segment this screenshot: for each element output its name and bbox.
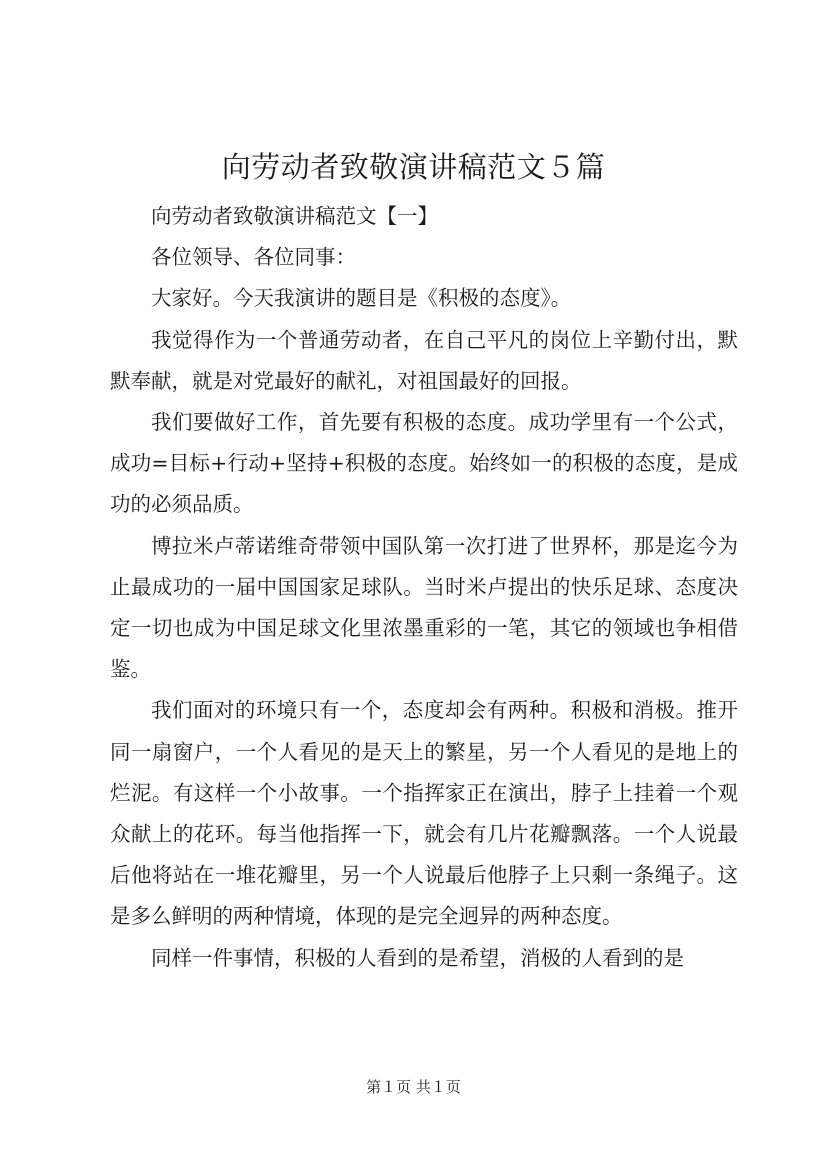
document-title: 向劳动者致敬演讲稿范文５篇 xyxy=(221,150,606,184)
paragraph-heading: 向劳动者致敬演讲稿范文【一】 xyxy=(151,204,438,228)
page-footer: 第１页 共１页 xyxy=(366,1078,461,1096)
paragraph-greeting: 大家好。今天我演讲的题目是《积极的态度》。 xyxy=(151,286,572,311)
paragraph: 博拉米卢蒂诺维奇带领中国队第一次打进了世界杯，那是迄今为止最成功的一届中国国家足球队。当时米卢提出的快乐足球、态度决定一切也成为中国足球文化里浓墨重彩的一笔，其它的领域也争相借鉴。 xyxy=(110,533,738,682)
paragraph: 我们要做好工作，首先要有积极的态度。成功学里有一个公式，成功=目标+行动+坚持+积极的态度。始终如一的积极的态度，是成功的必须品质。 xyxy=(110,410,738,517)
paragraph: 我们面对的环境只有一个，态度却会有两种。积极和消极。推开同一扇窗户，一个人看见的是天上的繁星，另一个人看见的是地上的烂泥。有这样一个小故事。一个指挥家正在演出，脖子上挂着一个观众献上的花环。每当他指挥一下，就会有几片花瓣飘落。一个人说最后他将站在一堆花瓣里，另一个人说最后他脖子上只剩一条绳子。这是多么鲜明的两种情境，体现的是完全迥异的两种态度。 xyxy=(110,698,738,929)
paragraph: 我觉得作为一个普通劳动者，在自己平凡的岗位上辛勤付出，默默奉献，就是对党最好的献礼，对祖国最好的回报。 xyxy=(110,327,738,393)
paragraph-salutation: 各位领导、各位同事： xyxy=(151,245,356,270)
document-body xyxy=(110,196,738,979)
paragraph: 同样一件事情，积极的人看到的是希望，消极的人看到的是 xyxy=(151,945,684,970)
